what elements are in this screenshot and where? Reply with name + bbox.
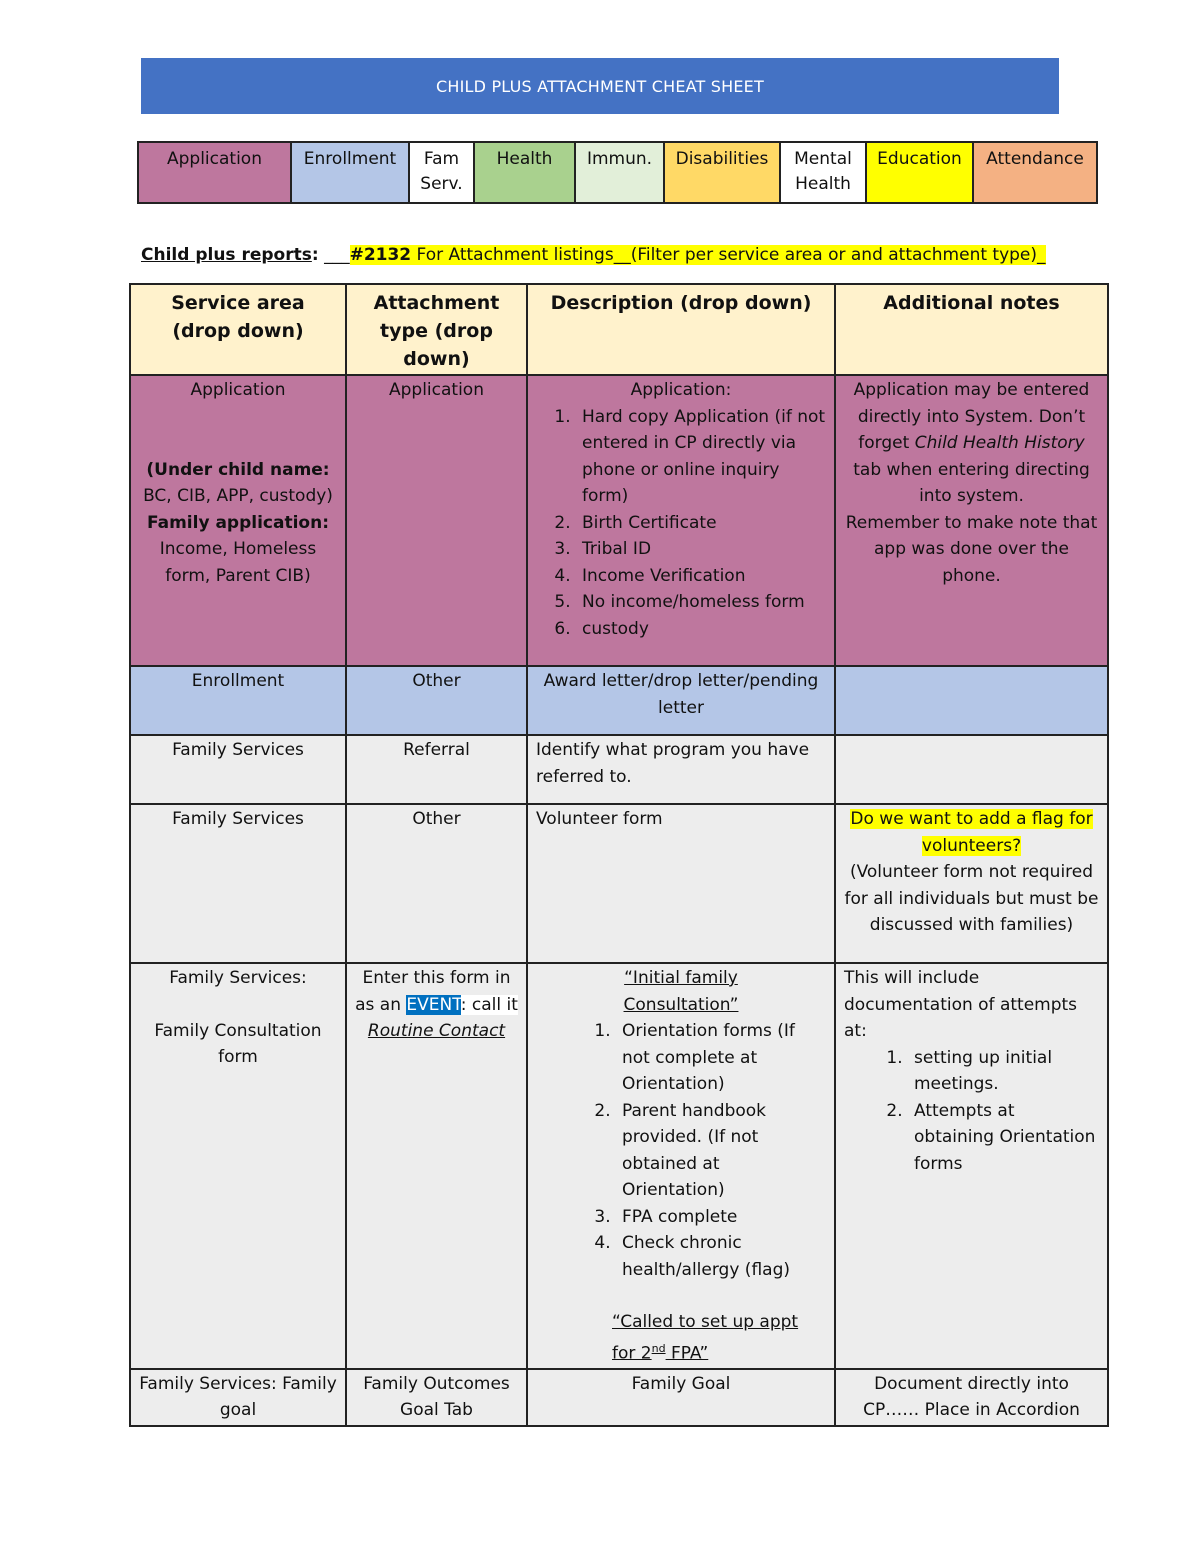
- legend-mental-health: Mental Health: [780, 142, 866, 203]
- cell-description: Volunteer form: [527, 804, 835, 963]
- cell-attachment-type: Other: [346, 804, 527, 963]
- page-banner: [141, 58, 1059, 114]
- header-additional-notes: Additional notes: [835, 284, 1108, 375]
- cell-notes: Application may be entered directly into System. Don’t forget Child Health History tab when entering directing into system. Remember to make note that app was done over the phone.: [835, 375, 1108, 666]
- cell-attachment-type: Family Outcomes Goal Tab: [346, 1369, 527, 1426]
- cell-service-area: Application (Under child name: BC, CIB, APP, custody) Family application: Income, Homeless form, Parent CIB): [130, 375, 346, 666]
- table-row-family-volunteer: [130, 804, 1108, 963]
- legend-education: Education: [866, 142, 973, 203]
- cell-service-area: Enrollment: [130, 666, 346, 735]
- header-description: Description (drop down): [527, 284, 835, 375]
- cell-description: Family Goal: [527, 1369, 835, 1426]
- cell-notes: Do we want to add a flag for volunteers? (Volunteer form not required for all individuals but must be discussed with families): [835, 804, 1108, 963]
- consultation-checklist: 1. Orientation forms (If not complete at Orientation) 2. Parent handbook provided. (If not obtained at Orientation) 3. FPA complete 4. Check chronic health/allergy (flag): [536, 1018, 826, 1283]
- table-row-family-consultation: [130, 963, 1108, 1369]
- cell-notes: [835, 666, 1108, 735]
- reports-highlight: [350, 245, 1046, 265]
- legend-health: Health: [474, 142, 575, 203]
- reports-line: Child plus reports: ___#2132 For Attachment listings__(Filter per service area or and attachment type)_: [141, 245, 1046, 265]
- header-service-area: Service area (drop down): [130, 284, 346, 375]
- cell-notes: [835, 735, 1108, 804]
- cell-attachment-type: Application: [346, 375, 527, 666]
- cell-service-area: Family Services: [130, 804, 346, 963]
- cell-attachment-type: Referral: [346, 735, 527, 804]
- attachment-table: [129, 283, 1109, 1427]
- cell-service-area: Family Services: [130, 735, 346, 804]
- application-document-list: 1. Hard copy Application (if not entered in CP directly via phone or online inquiry form) 2. Birth Certificate 3. Tribal ID 4. Income Verification 5. No income/homeless form 6. custody: [536, 404, 826, 643]
- cell-description: Identify what program you have referred to.: [527, 735, 835, 804]
- table-row-family-goal: [130, 1369, 1108, 1426]
- cell-description: Award letter/drop letter/pending letter: [527, 666, 835, 735]
- color-legend: [137, 141, 1098, 204]
- legend-fam-serv: Fam Serv.: [409, 142, 474, 203]
- event-selected-text: EVENT: [406, 994, 461, 1015]
- cell-description: “Initial family Consultation” 1. Orientation forms (If not complete at Orientation) 2. Parent handbook provided. (If not obtained at Orientation) 3. FPA complete 4. Check chronic health/allergy (flag) “Called to set up appt for 2nd FPA”: [527, 963, 835, 1369]
- volunteer-flag-question: Do we want to add a flag for volunteers?: [850, 809, 1093, 856]
- cell-attachment-type: Enter this form in as an EVENT: call it Routine Contact: [346, 963, 527, 1369]
- report-text: For Attachment listings__(Filter per service area or and attachment type)_: [411, 245, 1046, 265]
- table-header-row: [130, 284, 1108, 375]
- legend-attendance: Attendance: [973, 142, 1097, 203]
- report-number: #2132: [349, 245, 412, 265]
- cell-notes: This will include documentation of attempts at: 1. setting up initial meetings. 2. Attempts at obtaining Orientation forms: [835, 963, 1108, 1369]
- legend-disabilities: Disabilities: [664, 142, 780, 203]
- reports-label: Child plus reports: [141, 245, 312, 265]
- routine-contact-text: Routine Contact: [367, 1021, 506, 1041]
- cell-attachment-type: Other: [346, 666, 527, 735]
- cell-service-area: Family Services: Family goal: [130, 1369, 346, 1426]
- table-row-family-referral: [130, 735, 1108, 804]
- table-row-enrollment: [130, 666, 1108, 735]
- header-attachment-type: Attachment type (drop down): [346, 284, 527, 375]
- cell-service-area: Family Services: Family Consultation form: [130, 963, 346, 1369]
- page-title: CHILD PLUS ATTACHMENT CHEAT SHEET: [436, 76, 764, 96]
- legend-enrollment: Enrollment: [291, 142, 409, 203]
- attempts-list: 1. setting up initial meetings. 2. Attempts at obtaining Orientation forms: [844, 1045, 1099, 1178]
- cell-description: Application: 1. Hard copy Application (if not entered in CP directly via phone or online inquiry form) 2. Birth Certificate 3. Tribal ID 4. Income Verification 5. No income/homeless form 6. custody: [527, 375, 835, 666]
- table-row-application: [130, 375, 1108, 666]
- legend-application: Application: [138, 142, 291, 203]
- legend-immun: Immun.: [575, 142, 664, 203]
- cell-notes: Document directly into CP…… Place in Accordion: [835, 1369, 1108, 1426]
